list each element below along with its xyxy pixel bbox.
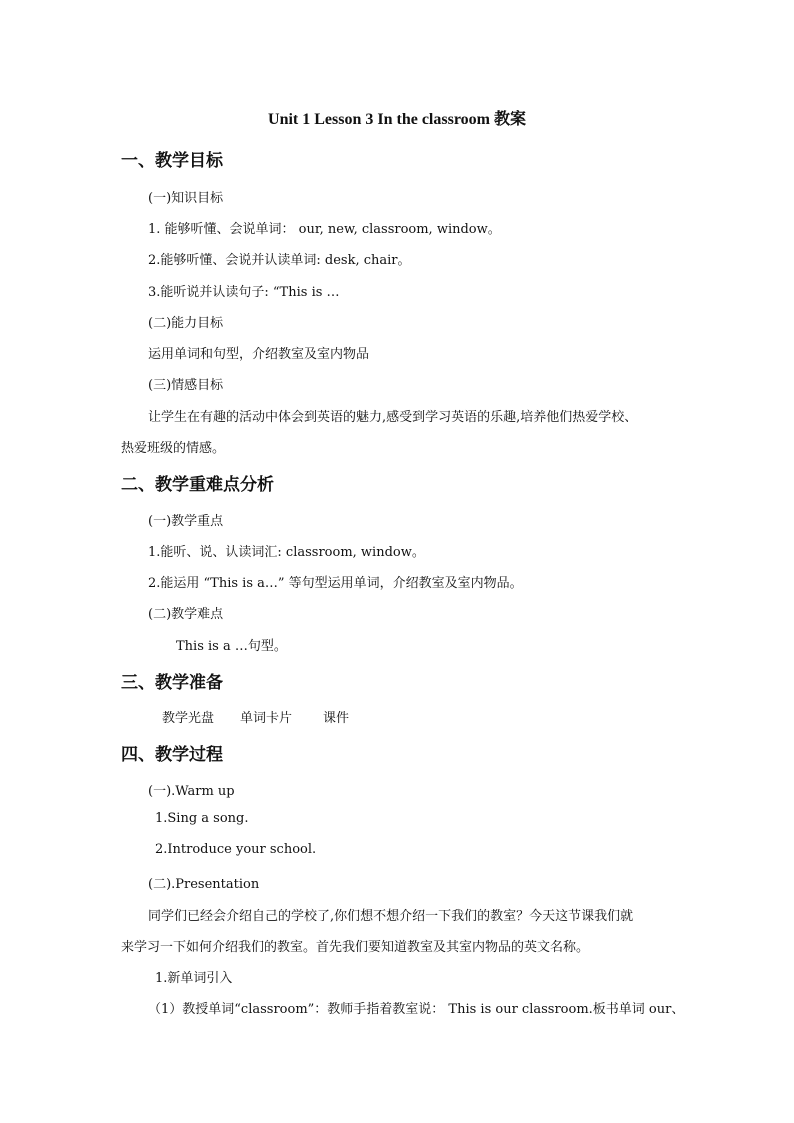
key-point-1: 1.能听、说、认读词汇: classroom, window。 (148, 545, 425, 560)
material-word-cards: 单词卡片 (240, 711, 293, 726)
presentation-para-line2: 来学习一下如何介绍我们的教室。首先我们要知道教室及其室内物品的英文名称。 (121, 940, 590, 955)
presentation-para-line1: 同学们已经会介绍自己的学校了,你们想不想介绍一下我们的教室？今天这节课我们就 (148, 909, 634, 924)
section-heading-objectives: 一、教学目标 (121, 151, 223, 171)
section-heading-key-points: 二、教学重难点分析 (121, 475, 274, 495)
section-heading-process: 四、教学过程 (121, 745, 223, 765)
ability-text: 运用单词和句型，介绍教室及室内物品 (148, 347, 370, 362)
emotion-text-line1: 让学生在有趣的活动中体会到英语的魅力,感受到学习英语的乐趣,培养他们热爱学校、 (148, 410, 638, 425)
emotion-text-line2: 热爱班级的情感。 (121, 441, 226, 456)
difficulty-text: This is a …句型。 (176, 639, 287, 654)
key-point-2: 2.能运用 “This is a…” 等句型运用单词，介绍教室及室内物品。 (148, 576, 523, 591)
warm-up-step-1: 1.Sing a song. (155, 811, 249, 826)
material-cd: 教学光盘 (162, 711, 215, 726)
subheading-difficulty: (二)教学难点 (148, 607, 224, 622)
document-title: Unit 1 Lesson 3 In the classroom 教案 (268, 111, 526, 128)
subheading-emotion: (三)情感目标 (148, 378, 224, 393)
material-courseware: 课件 (323, 711, 350, 726)
teach-classroom-text: （1）教授单词“classroom”：教师手指着教室说： This is our classroom.板书单词 our、 (148, 1002, 685, 1017)
warm-up-step-2: 2.Introduce your school. (155, 842, 317, 857)
knowledge-item-2: 2.能够听懂、会说并认读单词: desk, chair。 (148, 253, 411, 268)
section-heading-preparation: 三、教学准备 (121, 673, 223, 693)
knowledge-item-1: 1. 能够听懂、会说单词： our, new, classroom, window。 (148, 222, 501, 237)
new-words-heading: 1.新单词引入 (155, 971, 233, 986)
subheading-key-points: (一)教学重点 (148, 514, 224, 529)
subheading-knowledge: (一)知识目标 (148, 191, 224, 206)
subheading-warm-up: (一).Warm up (148, 784, 235, 799)
subheading-presentation: (二).Presentation (148, 877, 260, 892)
knowledge-item-3: 3.能听说并认读句子: “This is … (148, 285, 340, 300)
subheading-ability: (二)能力目标 (148, 316, 224, 331)
